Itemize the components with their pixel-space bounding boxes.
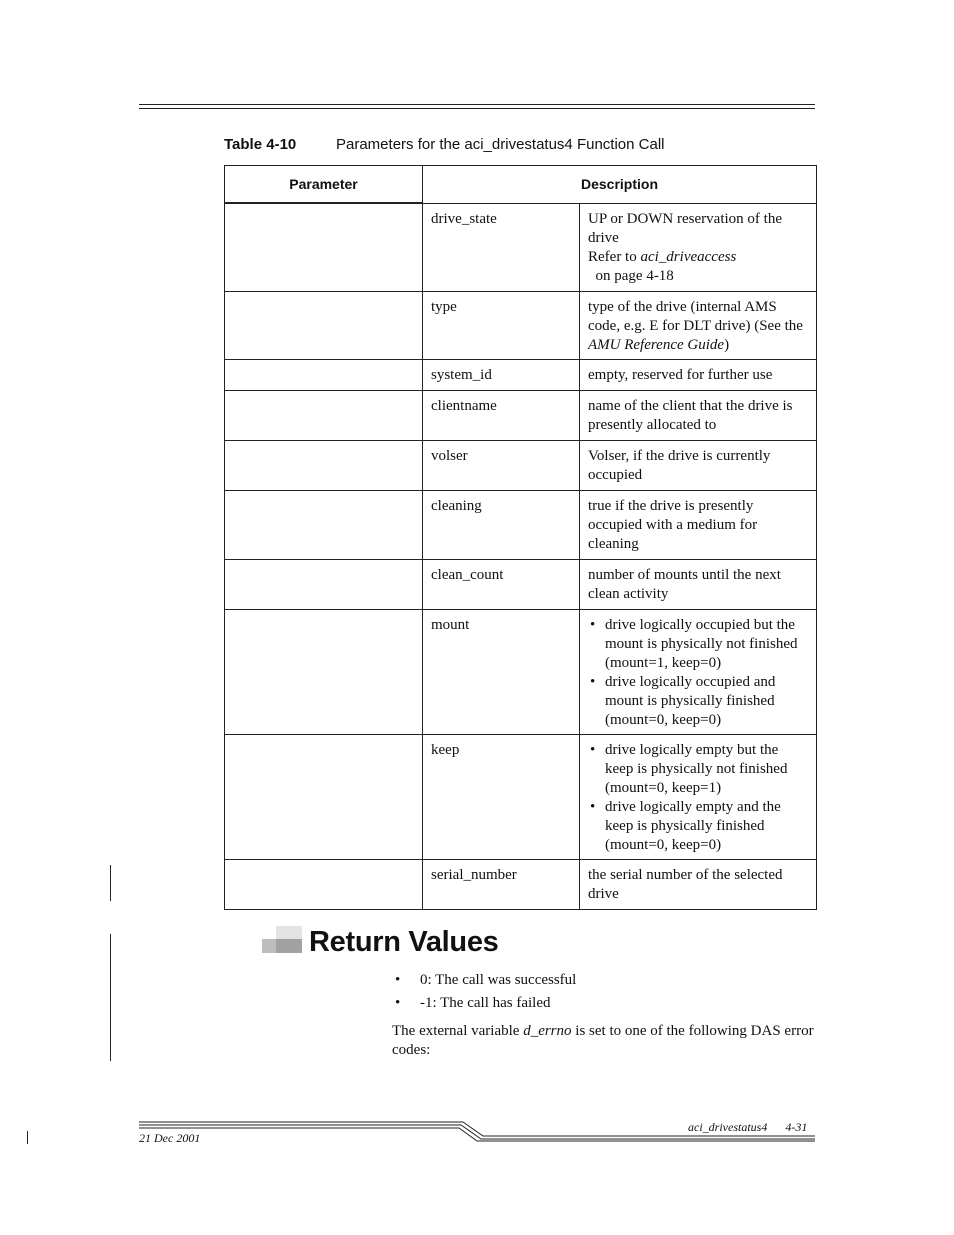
list-item: • drive logically empty and the keep is physically finished (mount=0, keep=0) xyxy=(588,798,808,855)
param-name: clientname xyxy=(423,390,580,440)
footer-date: 21 Dec 2001 xyxy=(139,1131,201,1145)
heading-decoration xyxy=(276,939,302,953)
header-description: Description xyxy=(423,166,817,204)
list-item: • -1: The call has failed xyxy=(395,995,551,1011)
table-caption xyxy=(224,136,664,153)
list-item: • drive logically empty but the keep is physically not finished (mount=0, keep=1) xyxy=(588,741,808,798)
bullet-list xyxy=(588,616,808,730)
param-name: cleaning xyxy=(423,490,580,559)
bullet-list xyxy=(588,741,808,855)
table-row xyxy=(225,859,817,909)
table-header-row xyxy=(225,166,817,204)
table-row: drive_state UP or DOWN reservation of the drive Refer to aci_driveaccess on page 4-18 xyxy=(225,203,817,291)
param-desc: type of the drive (internal AMS code, e.g. E for DLT drive) (See the AMU Reference Guide) xyxy=(580,291,817,359)
table-title: Parameters for the aci_drivestatus4 Function Call xyxy=(336,136,665,153)
header-rule-bottom xyxy=(139,108,815,109)
param-desc: Volser, if the drive is currently occupied xyxy=(580,440,817,490)
list-item: • drive logically occupied but the mount is physically not finished (mount=1, keep=0) xyxy=(588,616,808,673)
section-heading: Return Values xyxy=(309,926,499,958)
table-row xyxy=(225,734,817,859)
param-name: serial_number xyxy=(423,859,580,909)
list-item: • drive logically occupied and mount is physically finished (mount=0, keep=0) xyxy=(588,673,808,730)
param-desc: number of mounts until the next clean activity xyxy=(580,559,817,609)
list-item: • 0: The call was successful xyxy=(395,972,577,988)
param-desc: true if the drive is presently occupied with a medium for cleaning xyxy=(580,490,817,559)
param-name: system_id xyxy=(423,359,580,390)
table-row xyxy=(225,559,817,609)
param-name: mount xyxy=(423,609,580,734)
change-bar xyxy=(110,865,111,901)
param-name: clean_count xyxy=(423,559,580,609)
param-name: drive_state xyxy=(423,203,580,291)
table-row xyxy=(225,490,817,559)
variable-name: d_errno xyxy=(523,1023,572,1039)
body-paragraph: The external variable d_errno is set to one of the following DAS error codes: xyxy=(392,1023,814,1058)
header-rule-top xyxy=(139,104,815,105)
parameter-table xyxy=(224,165,817,910)
param-desc: the serial number of the selected drive xyxy=(580,859,817,909)
param-desc: name of the client that the drive is presently allocated to xyxy=(580,390,817,440)
page-number: 4-31 xyxy=(785,1120,808,1134)
table-row xyxy=(225,390,817,440)
table-row xyxy=(225,291,817,359)
change-bar xyxy=(27,1131,28,1144)
param-desc: empty, reserved for further use xyxy=(580,359,817,390)
param-name: volser xyxy=(423,440,580,490)
table-row xyxy=(225,440,817,490)
param-desc: UP or DOWN reservation of the drive xyxy=(588,210,782,246)
header-parameter: Parameter xyxy=(225,166,423,204)
table-row xyxy=(225,359,817,390)
param-name: type xyxy=(423,291,580,359)
cross-reference: aci_driveaccess xyxy=(640,248,737,265)
table-number: Table 4-10 xyxy=(224,136,297,153)
footer-function: aci_drivestatus4 4-31 xyxy=(688,1120,808,1134)
change-bar xyxy=(110,934,111,1061)
table-row xyxy=(225,609,817,734)
param-name: keep xyxy=(423,734,580,859)
